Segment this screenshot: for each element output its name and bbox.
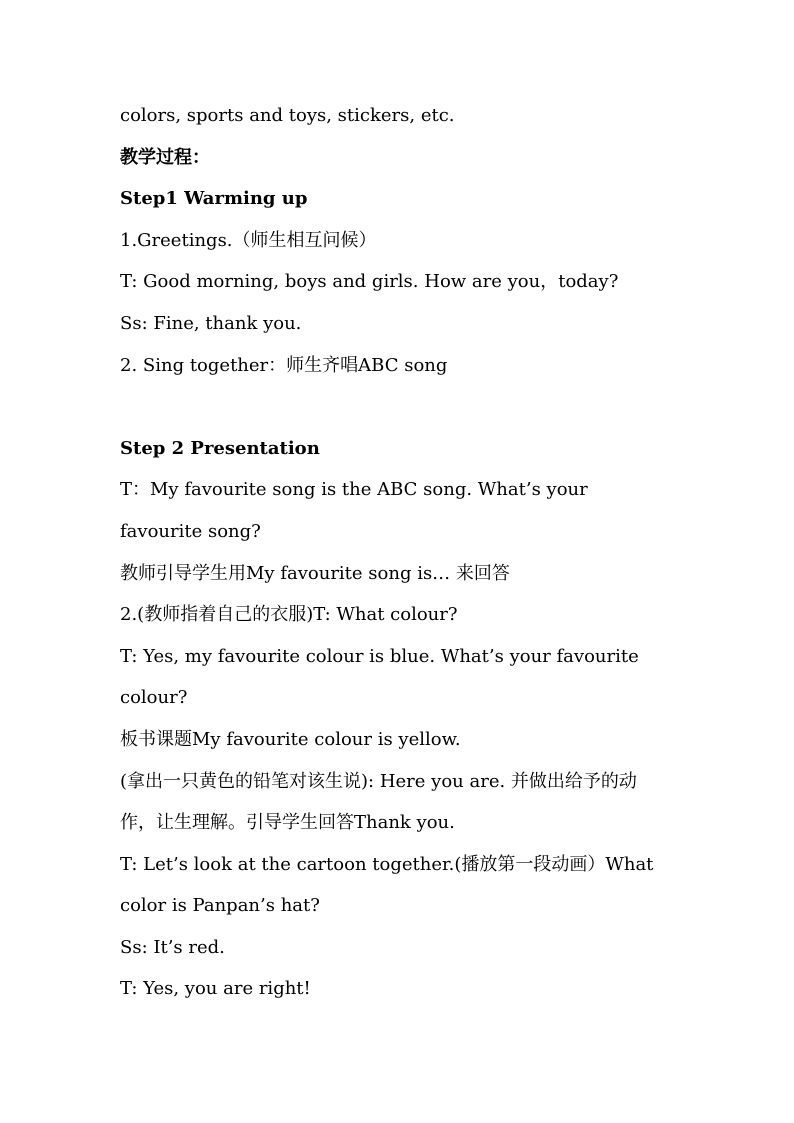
teaching-process-heading: 教学过程： bbox=[120, 146, 210, 168]
cartoon-continuation: color is Panpan’s hat? bbox=[120, 895, 320, 917]
blank-line bbox=[120, 386, 700, 428]
board-title-line: 板书课题My favourite colour is yellow. bbox=[120, 728, 461, 750]
favourite-colour-continuation: colour? bbox=[120, 687, 188, 709]
here-you-are-line: (拿出一只黄色的铅笔对该生说): Here you are. 并做出给予的动 bbox=[120, 770, 637, 792]
favourite-song-continuation: favourite song? bbox=[120, 520, 261, 542]
greetings-line: 1.Greetings.（师生相互问候） bbox=[120, 229, 377, 251]
students-reply-line: Ss: Fine, thank you. bbox=[120, 312, 302, 334]
materials-line: colors, sports and toys, stickers, etc. bbox=[120, 105, 455, 126]
teacher-guide-line: 教师引导学生用My favourite song is… 来回答 bbox=[120, 562, 510, 584]
sing-together-line: 2. Sing together：师生齐唱ABC song bbox=[120, 354, 448, 376]
cartoon-line: T: Let’s look at the cartoon together.(播放第一段动画）What bbox=[120, 853, 654, 875]
here-you-are-continuation: 作，让生理解。引导学生回答Thank you. bbox=[120, 812, 455, 834]
you-are-right-line: T: Yes, you are right! bbox=[120, 978, 311, 1000]
step2-heading: Step 2 Presentation bbox=[120, 437, 320, 459]
favourite-colour-line: T: Yes, my favourite colour is blue. What’s your favourite bbox=[120, 645, 639, 667]
favourite-song-line: T：My favourite song is the ABC song. What’s your bbox=[120, 479, 588, 501]
step1-heading: Step1 Warming up bbox=[120, 188, 308, 210]
what-colour-line: 2.(教师指着自己的衣服)T: What colour? bbox=[120, 604, 458, 626]
teacher-greeting-line: T: Good morning, boys and girls. How are you，today? bbox=[120, 271, 619, 293]
document-page bbox=[120, 95, 700, 1010]
its-red-line: Ss: It’s red. bbox=[120, 936, 225, 958]
